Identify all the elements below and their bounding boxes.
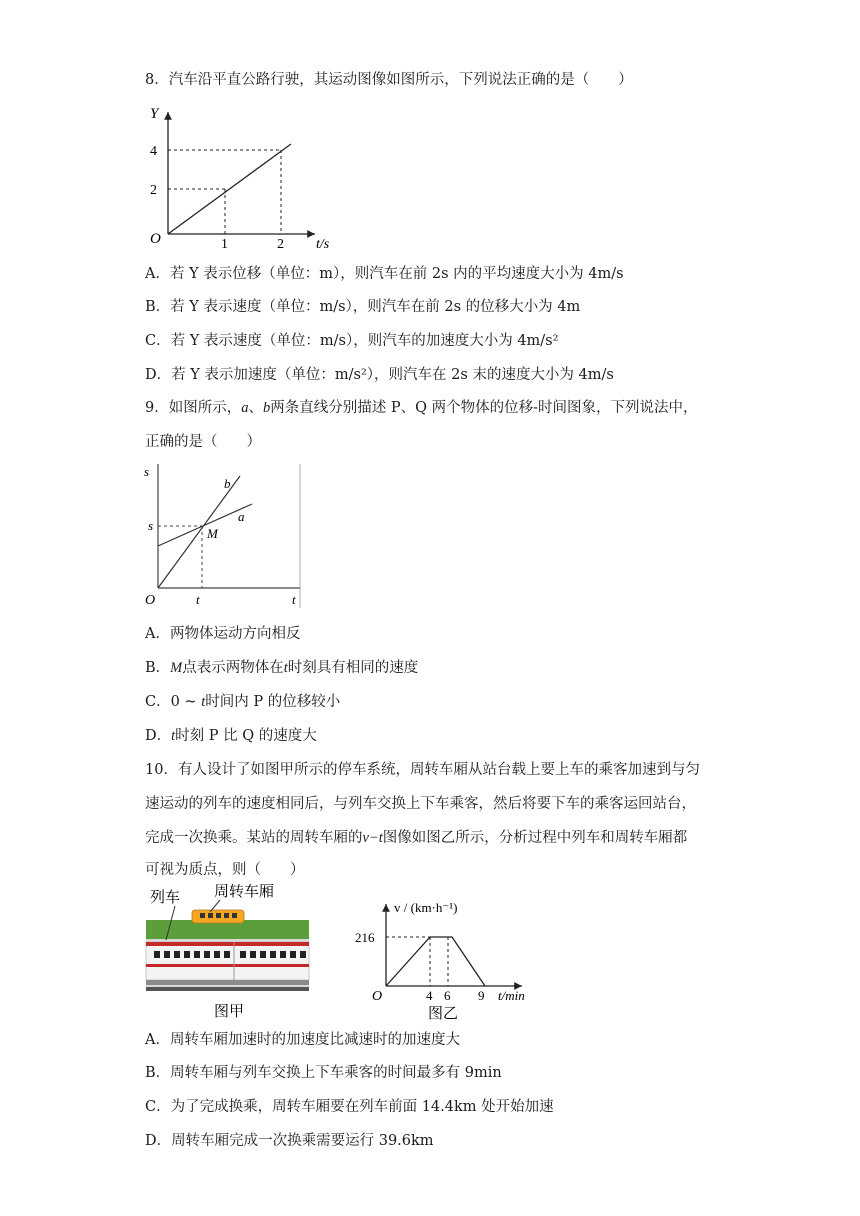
q9-label-a: a (238, 509, 245, 524)
q9-var-a: a (241, 400, 249, 416)
q9-t-tick: t (196, 592, 200, 607)
q9-option-a: A．两物体运动方向相反 (145, 626, 301, 642)
q9-s-tick: s (148, 518, 154, 533)
q10-stem-line3-pre: 完成一次换乘。某站的周转车厢的 (145, 830, 363, 846)
train-windows (154, 951, 306, 958)
fig-b-vtick-216: 216 (355, 930, 375, 945)
q10-stem-line3-post: 图像如图乙所示，分析过程中列车和周转车厢都 (382, 830, 688, 846)
q9-b-post: 时刻具有相同的速度 (287, 660, 419, 676)
q10-stem-line1: 10．有人设计了如图甲所示的停车系统，周转车厢从站台载上要上车的乘客加速到与匀 (145, 762, 700, 778)
fig-b-ttick-9: 9 (478, 988, 485, 1003)
fig-b-xlabel: t/min (498, 988, 525, 1003)
q9-b-pre: B． (145, 660, 171, 676)
fig-a-caption: 图甲 (214, 1004, 245, 1019)
fig-b-vt-polyline (386, 937, 485, 986)
q9-option-c (145, 692, 340, 712)
q8-xlabel: t/s (316, 237, 330, 250)
q9-graph (140, 462, 310, 612)
q9-option-d (145, 726, 317, 746)
q9-xlabel: t (292, 592, 296, 607)
q9-stem-sep: 、 (248, 400, 263, 416)
q8-stem: 8．汽车沿平直公路行驶，其运动图像如图所示，下列说法正确的是（ ） (145, 72, 633, 88)
q10-option-c: C．为了完成换乘，周转车厢要在列车前面 14.4km 处开始加速 (145, 1099, 554, 1115)
q9-c-pre: C．0 ~ (145, 694, 202, 710)
q8-option-a: A．若 Y 表示位移（单位：m），则汽车在前 2s 内的平均速度大小为 4m/s (145, 266, 624, 282)
q9-d-var: t (171, 728, 176, 744)
transfer-car (192, 910, 244, 923)
rail-1 (146, 980, 309, 985)
fig-a-car-label: 周转车厢 (214, 884, 275, 900)
q8-option-d: D．若 Y 表示加速度（单位：m/s²），则汽车在 2s 末的速度大小为 4m/s (145, 367, 614, 383)
q8-ytick-4: 4 (150, 144, 157, 159)
q8-origin: O (150, 231, 161, 247)
q9-origin: O (145, 593, 156, 608)
q9-option-b (145, 658, 418, 678)
fig-b-caption: 图乙 (428, 1006, 459, 1020)
q9-d-pre: D． (145, 728, 172, 744)
q8-ytick-2: 2 (150, 183, 157, 198)
fig-a-train-label: 列车 (150, 890, 181, 906)
q10-fig-a (144, 884, 314, 1019)
train-bottom-stripe (146, 964, 309, 967)
q9-ylabel: s (144, 464, 150, 479)
q10-option-d: D．周转车厢完成一次换乘需要运行 39.6km (145, 1133, 434, 1149)
q9-point-m: M (207, 526, 218, 541)
q9-d-post: 时刻 P 比 Q 的速度大 (175, 728, 317, 744)
q10-stem-line3 (145, 828, 687, 848)
q9-stem-part: 9．如图所示， (145, 400, 242, 416)
q10-fig-b (350, 898, 540, 1020)
fig-b-origin: O (372, 989, 383, 1004)
q9-b-var-t: t (283, 660, 288, 676)
q8-ylabel: Y (150, 106, 159, 122)
q8-xtick-1: 1 (221, 237, 228, 250)
q10-option-a: A．周转车厢加速时的加速度比减速时的加速度大 (145, 1032, 460, 1048)
q8-xtick-2: 2 (277, 237, 284, 250)
fig-b-ttick-6: 6 (444, 988, 451, 1003)
q8-option-c: C．若 Y 表示速度（单位：m/s），则汽车的加速度大小为 4m/s² (145, 333, 559, 349)
q9-c-var: t (201, 694, 206, 710)
q9-b-mid: 点表示两物体在 (182, 660, 284, 676)
q10-stem-line2: 速运动的列车的速度相同后，与列车交换上下车乘客，然后将要下车的乘客运回站台， (145, 796, 696, 812)
q9-label-b: b (224, 476, 231, 491)
fig-b-ylabel: v / (km·h⁻¹) (394, 900, 458, 915)
rail-2 (146, 987, 309, 991)
fig-b-ttick-4: 4 (426, 988, 433, 1003)
q10-option-b: B．周转车厢与列车交换上下车乘客的时间最多有 9min (145, 1065, 502, 1081)
q8-option-b: B．若 Y 表示速度（单位：m/s），则汽车在前 2s 的位移大小为 4m (145, 299, 581, 315)
train-top-stripe (146, 942, 309, 946)
q8-graph (140, 100, 340, 250)
q9-stem-rest: 两条直线分别描述 P、Q 两个物体的位移-时间图象，下列说法中， (270, 400, 698, 416)
q9-c-post: 时间内 P 的位移较小 (205, 694, 341, 710)
q9-var-b: b (262, 400, 271, 416)
q9-b-var-m: M (170, 660, 183, 676)
q9-stem-line2: 正确的是（ ） (145, 434, 261, 450)
q10-stem-vt: v−t (362, 830, 383, 846)
q9-stem-line1 (145, 398, 698, 418)
q9-line-b (158, 476, 240, 588)
train-body (146, 942, 309, 980)
q10-stem-line4: 可视为质点，则（ ） (145, 862, 305, 878)
